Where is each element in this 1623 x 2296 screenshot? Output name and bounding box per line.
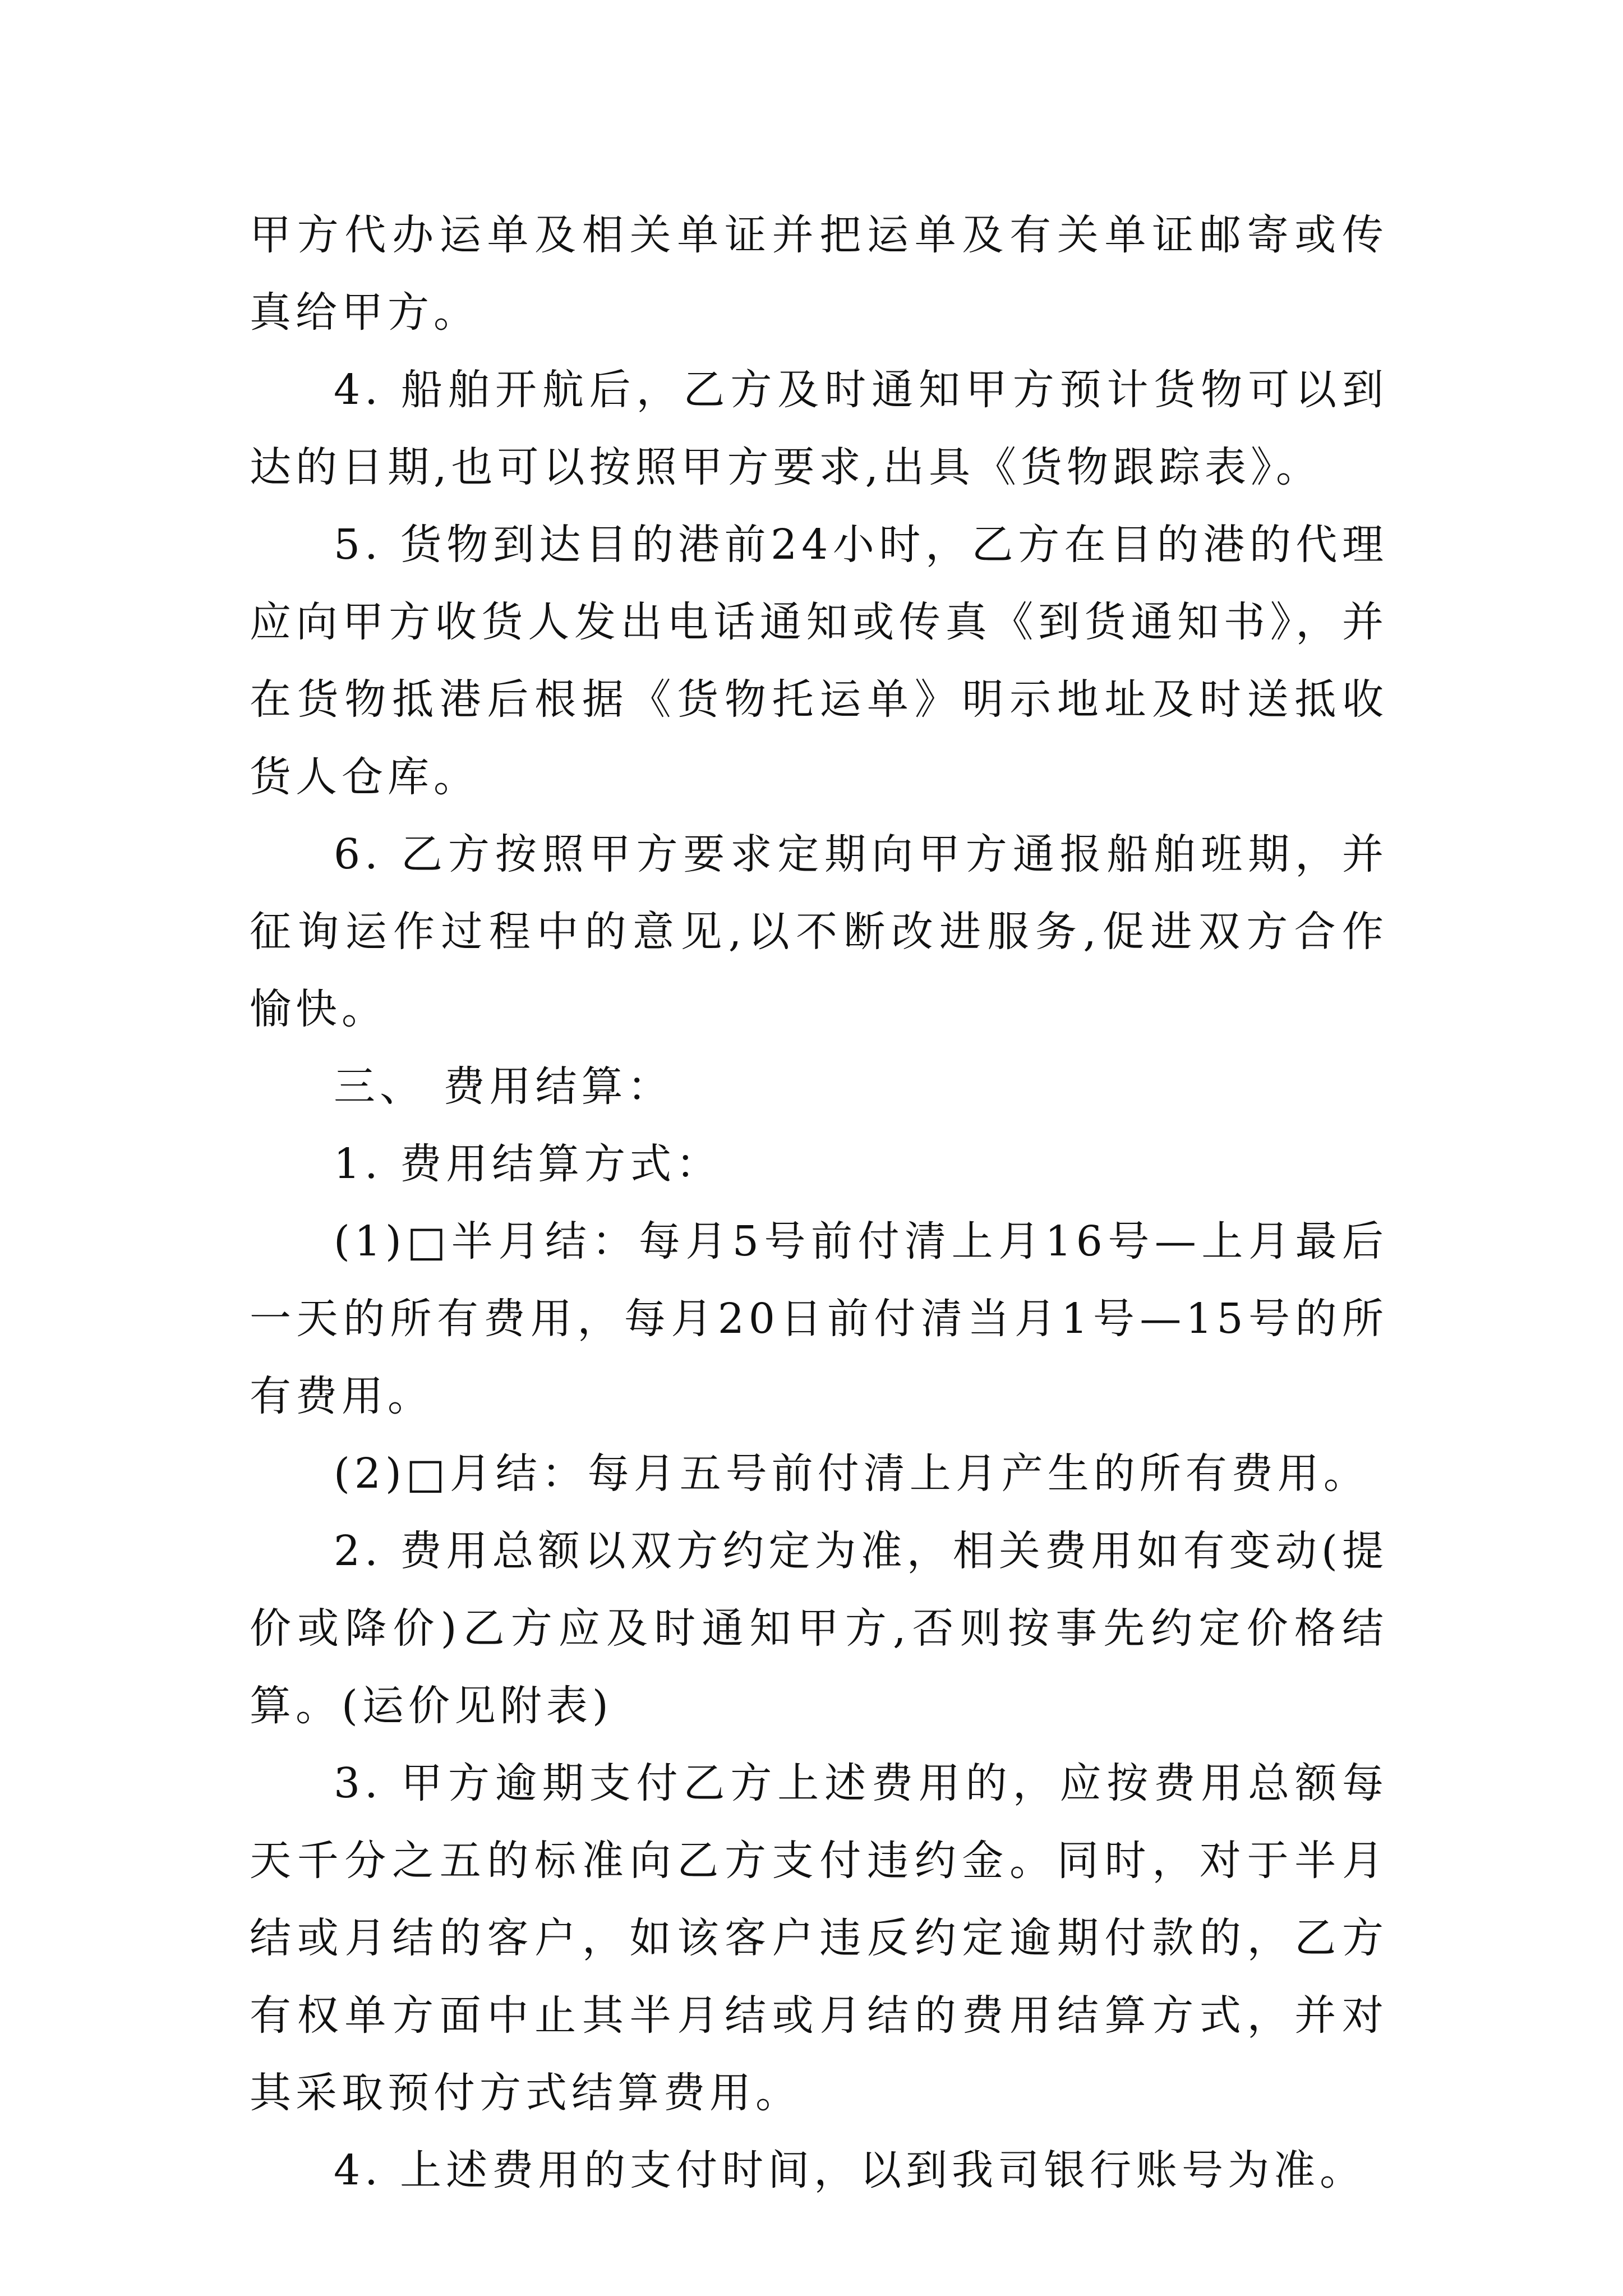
paragraph-overdue: 3. 甲方逾期支付乙方上述费用的，应按费用总额每天千分之五的标准向乙方支付违约金。同时，对于半月结或月结的客户，如该客户违反约定逾期付款的，乙方有权单方面中止其半月结或月结的费用结算方式，并对其采取预付方式结算费用。 — [250, 1759, 1388, 2117]
paragraph-4: 6. 乙方按照甲方要求定期向甲方通报船舶班期，并征询运作过程中的意见,以不断改进服务,促进双方合作愉快。 — [250, 830, 1388, 1033]
paragraph-3: 5. 货物到达目的港前24小时，乙方在目的港的代理应向甲方收货人发出电话通知或传真《到货通知书》，并在货物抵港后根据《货物托运单》明示地址及时送抵收货人仓库。 — [250, 521, 1388, 801]
paragraph-fee-total: 2. 费用总额以双方约定为准，相关费用如有变动(提价或降价)乙方应及时通知甲方,否则按事先约定价格结算。(运价见附表) — [250, 1527, 1388, 1730]
section-heading-fees: 三、 费用结算： — [334, 1062, 674, 1111]
paragraph-payment-time: 4. 上述费用的支付时间，以到我司银行账号为准。 — [334, 2146, 1366, 2194]
paragraph-settlement-method: 1. 费用结算方式： — [334, 1140, 722, 1188]
paragraph-2: 4. 船舶开航后，乙方及时通知甲方预计货物可以到达的日期,也可以按照甲方要求,出具《货物跟踪表》。 — [250, 366, 1388, 491]
document-body — [250, 196, 1388, 2209]
paragraph-1: 甲方代办运单及相关单证并把运单及有关单证邮寄或传真给甲方。 — [250, 211, 1388, 337]
option-half-month: (1)□半月结：每月5号前付清上月16号—上月最后一天的所有费用，每月20日前付清当月1号—15号的所有费用。 — [250, 1217, 1388, 1420]
option-monthly: (2)□月结：每月五号前付清上月产生的所有费用。 — [334, 1450, 1370, 1498]
